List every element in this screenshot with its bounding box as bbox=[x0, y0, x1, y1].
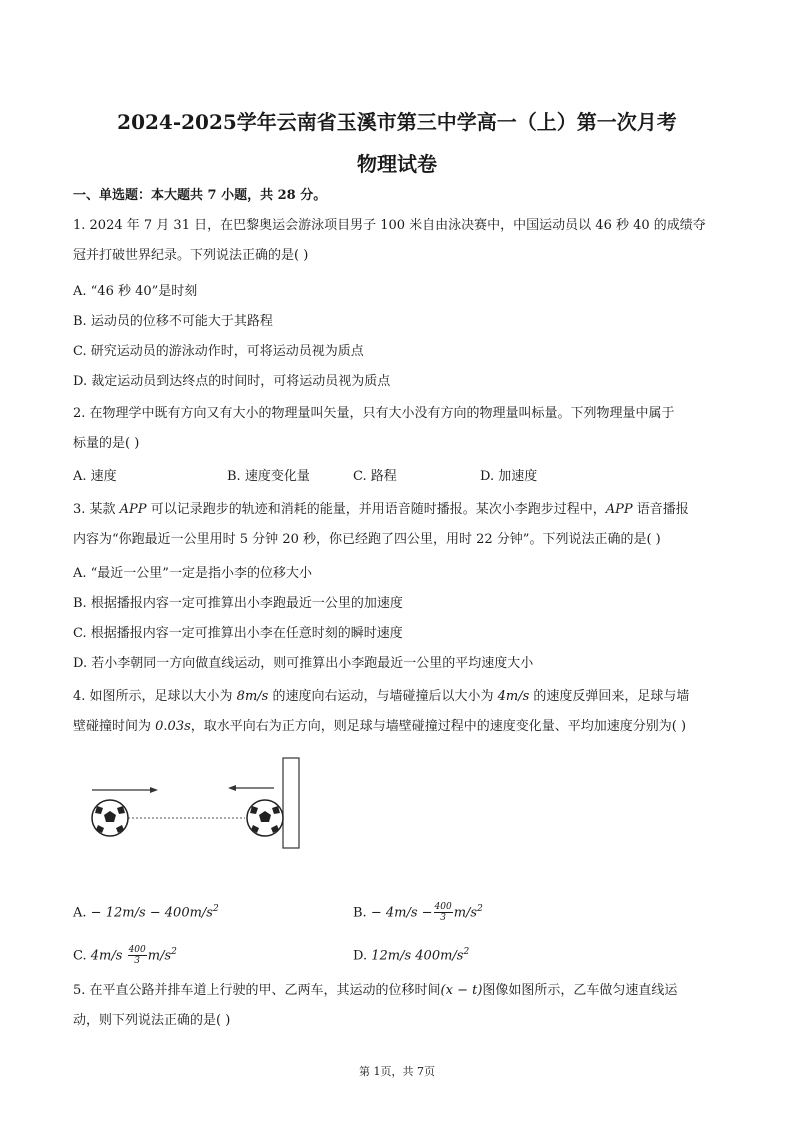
option-value: 12m/s 400m/s bbox=[371, 948, 464, 964]
collision-time: 0.03s bbox=[155, 719, 191, 734]
q2-option-d: D. 加速度 bbox=[480, 469, 538, 484]
q3-text: 语音播报 bbox=[632, 502, 689, 517]
q2-stem-line1: 2. 在物理学中既有方向又有大小的物理量叫矢量，只有大小没有方向的物理量叫标量。下列物理量中属于 bbox=[73, 406, 675, 421]
right-arrow-head-icon bbox=[150, 787, 158, 793]
superscript: 2 bbox=[463, 947, 470, 957]
q2-option-b: B. 速度变化量 bbox=[227, 469, 310, 484]
q1-option-c: C. 研究运动员的游泳动作时，可将运动员视为质点 bbox=[73, 344, 364, 359]
q4-option-c bbox=[73, 943, 177, 966]
option-unit: m/s bbox=[147, 948, 172, 964]
page-footer: 第 1页，共 7页 bbox=[359, 1065, 435, 1078]
ball-wall-figure bbox=[80, 752, 310, 852]
fraction bbox=[128, 945, 147, 966]
app-term: APP bbox=[605, 502, 633, 517]
q1-stem-line1: 1. 2024 年 7 月 31 日，在巴黎奥运会游泳项目男子 100 米自由泳决赛中，中国运动员以 46 秒 40 的成绩夺 bbox=[73, 218, 706, 233]
velocity-1: 8m/s bbox=[236, 689, 269, 704]
q3-stem-line1 bbox=[73, 501, 733, 519]
exam-subtitle: 物理试卷 bbox=[357, 152, 437, 176]
option-value: − 12m/s − 400m/s bbox=[90, 905, 213, 921]
q2-stem-line2: 标量的是( ) bbox=[73, 436, 140, 451]
q4-text: 壁碰撞时间为 bbox=[73, 719, 156, 734]
velocity-2: 4m/s bbox=[497, 689, 530, 704]
q3-text: 可以记录跑步的轨迹和消耗的能量，并用语音随时播报。某次小李跑步过程中， bbox=[146, 502, 606, 517]
soccer-ball-icon bbox=[247, 800, 283, 836]
app-term: APP bbox=[119, 502, 147, 517]
section-heading: 一、单选题：本大题共 7 小题，共 28 分。 bbox=[73, 188, 327, 203]
option-label: A. bbox=[73, 905, 87, 921]
q4-text: ，取水平向右为正方向，则足球与墙壁碰撞过程中的速度变化量、平均加速度分别为( ) bbox=[190, 719, 687, 734]
fraction-numerator: 400 bbox=[434, 902, 452, 913]
q4-option-a bbox=[73, 900, 219, 922]
soccer-ball-icon bbox=[92, 800, 128, 836]
q1-option-d: D. 裁定运动员到达终点的时间时，可将运动员视为质点 bbox=[73, 374, 391, 389]
q3-option-d: D. 若小李朝同一方向做直线运动，则可推算出小李跑最近一公里的平均速度大小 bbox=[73, 656, 534, 671]
q2-option-c: C. 路程 bbox=[353, 469, 397, 484]
exam-title: 2024-2025学年云南省玉溪市第三中学高一（上）第一次月考 bbox=[117, 110, 677, 134]
q5-stem-line2: 动，则下列说法正确的是( ) bbox=[73, 1013, 231, 1028]
q4-text: 的速度向右运动，与墙碰撞后以大小为 bbox=[268, 689, 498, 704]
q4-option-b bbox=[353, 900, 483, 923]
q5-text: 图像如图所示，乙车做匀速直线运 bbox=[482, 983, 678, 998]
q4-text: 4. 如图所示，足球以大小为 bbox=[73, 689, 237, 704]
option-label: B. bbox=[353, 905, 367, 921]
wall bbox=[283, 758, 299, 848]
q3-option-a: A. “最近一公里”一定是指小李的位移大小 bbox=[73, 566, 312, 581]
option-label: C. bbox=[73, 948, 87, 964]
q4-option-d bbox=[353, 943, 469, 965]
q5-text: 5. 在平直公路并排车道上行驶的甲、乙两车，其运动的位移时间 bbox=[73, 983, 441, 998]
option-label: D. bbox=[353, 948, 368, 964]
option-value: 4m/s bbox=[90, 948, 123, 964]
q4-stem-line2 bbox=[73, 718, 733, 736]
xt-term: (x − t) bbox=[440, 983, 483, 998]
q1-stem-line2: 冠并打破世界纪录。下列说法正确的是( ) bbox=[73, 248, 309, 263]
superscript: 2 bbox=[171, 947, 177, 957]
option-unit: m/s bbox=[453, 905, 478, 921]
fraction-denominator: 3 bbox=[134, 956, 141, 967]
q3-option-c: C. 根据播报内容一定可推算出小李在任意时刻的瞬时速度 bbox=[73, 626, 403, 641]
q2-option-a: A. 速度 bbox=[73, 469, 117, 484]
q1-option-b: B. 运动员的位移不可能大于其路程 bbox=[73, 314, 273, 329]
superscript: 2 bbox=[212, 904, 219, 914]
q4-stem-line1 bbox=[73, 688, 733, 706]
q3-stem-line2: 内容为“你跑最近一公里用时 5 分钟 20 秒，你已经跑了四公里，用时 22 分钟”。下列说法正确的是( ) bbox=[73, 532, 661, 547]
q4-text: 的速度反弹回来，足球与墙 bbox=[529, 689, 690, 704]
q3-option-b: B. 根据播报内容一定可推算出小李跑最近一公里的加速度 bbox=[73, 596, 403, 611]
q1-option-a: A. “46 秒 40”是时刻 bbox=[73, 284, 198, 299]
fraction-numerator: 400 bbox=[128, 945, 146, 956]
fraction-denominator: 3 bbox=[440, 913, 446, 924]
superscript: 2 bbox=[477, 904, 483, 914]
option-value: − 4m/s − bbox=[370, 905, 433, 921]
q3-text: 3. 某款 bbox=[73, 502, 120, 517]
left-arrow-head-icon bbox=[228, 785, 236, 791]
fraction bbox=[434, 902, 453, 923]
q5-stem-line1 bbox=[73, 982, 733, 1000]
